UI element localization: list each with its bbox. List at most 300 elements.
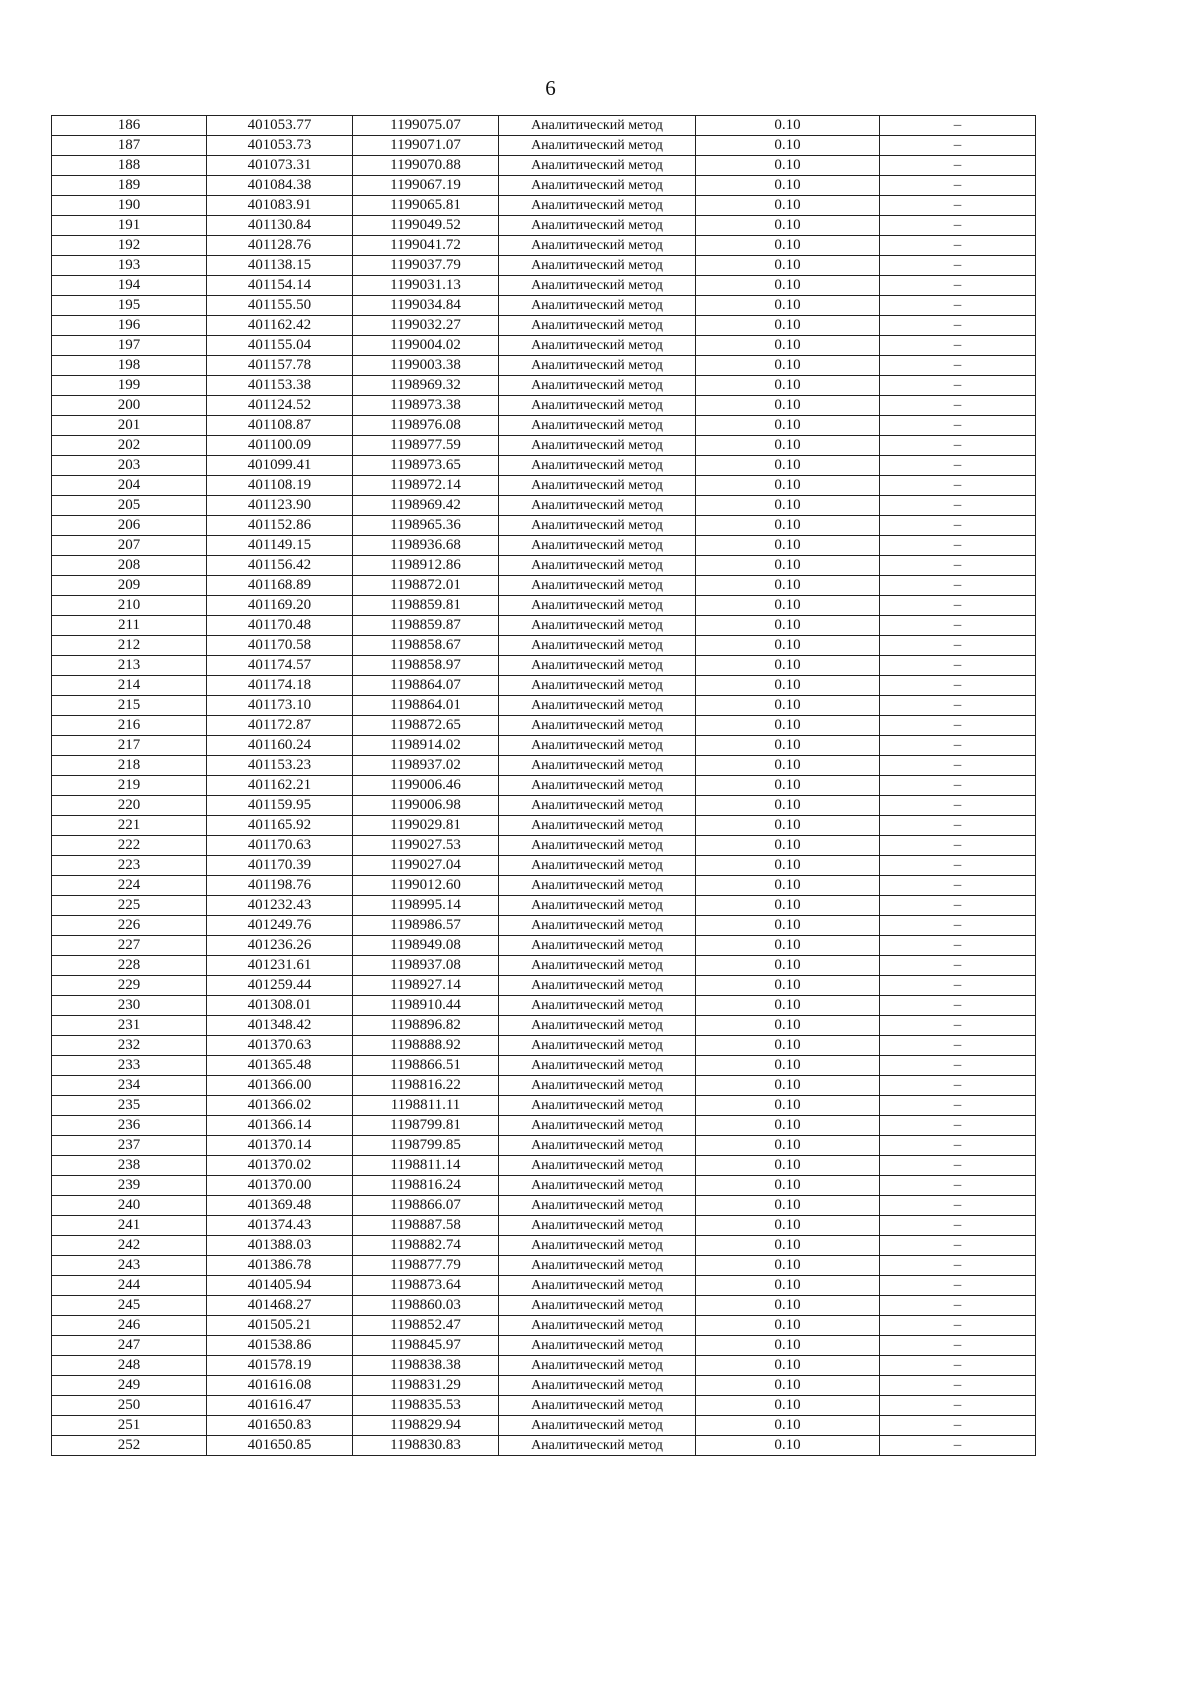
note-cell: –: [880, 416, 1036, 436]
accuracy-cell: 0.10: [696, 116, 880, 136]
point-number-cell: 200: [52, 396, 207, 416]
method-cell: Аналитический метод: [499, 476, 696, 496]
method-cell: Аналитический метод: [499, 1176, 696, 1196]
x-coordinate-cell: 401138.15: [207, 256, 353, 276]
accuracy-cell: 0.10: [696, 1236, 880, 1256]
method-cell: Аналитический метод: [499, 1296, 696, 1316]
accuracy-cell: 0.10: [696, 396, 880, 416]
x-coordinate-cell: 401152.86: [207, 516, 353, 536]
x-coordinate-cell: 401370.00: [207, 1176, 353, 1196]
note-cell: –: [880, 696, 1036, 716]
point-number-cell: 206: [52, 516, 207, 536]
method-cell: Аналитический метод: [499, 936, 696, 956]
table-row: [52, 456, 1036, 476]
x-coordinate-cell: 401149.15: [207, 536, 353, 556]
table-row: [52, 1016, 1036, 1036]
method-cell: Аналитический метод: [499, 1376, 696, 1396]
x-coordinate-cell: 401386.78: [207, 1256, 353, 1276]
accuracy-cell: 0.10: [696, 1156, 880, 1176]
note-cell: –: [880, 436, 1036, 456]
method-cell: Аналитический метод: [499, 1396, 696, 1416]
point-number-cell: 244: [52, 1276, 207, 1296]
point-number-cell: 233: [52, 1056, 207, 1076]
point-number-cell: 189: [52, 176, 207, 196]
accuracy-cell: 0.10: [696, 996, 880, 1016]
y-coordinate-cell: 1198949.08: [353, 936, 499, 956]
method-cell: Аналитический метод: [499, 1116, 696, 1136]
y-coordinate-cell: 1198799.85: [353, 1136, 499, 1156]
accuracy-cell: 0.10: [696, 1396, 880, 1416]
x-coordinate-cell: 401153.38: [207, 376, 353, 396]
point-number-cell: 188: [52, 156, 207, 176]
accuracy-cell: 0.10: [696, 1016, 880, 1036]
point-number-cell: 217: [52, 736, 207, 756]
table-row: [52, 756, 1036, 776]
x-coordinate-cell: 401405.94: [207, 1276, 353, 1296]
note-cell: –: [880, 736, 1036, 756]
method-cell: Аналитический метод: [499, 836, 696, 856]
accuracy-cell: 0.10: [696, 976, 880, 996]
point-number-cell: 249: [52, 1376, 207, 1396]
table-row: [52, 1356, 1036, 1376]
y-coordinate-cell: 1198811.14: [353, 1156, 499, 1176]
note-cell: –: [880, 196, 1036, 216]
point-number-cell: 210: [52, 596, 207, 616]
x-coordinate-cell: 401259.44: [207, 976, 353, 996]
accuracy-cell: 0.10: [696, 916, 880, 936]
table-row: [52, 1056, 1036, 1076]
note-cell: –: [880, 856, 1036, 876]
method-cell: Аналитический метод: [499, 1216, 696, 1236]
x-coordinate-cell: 401073.31: [207, 156, 353, 176]
method-cell: Аналитический метод: [499, 1276, 696, 1296]
accuracy-cell: 0.10: [696, 776, 880, 796]
x-coordinate-cell: 401128.76: [207, 236, 353, 256]
page-number: 6: [545, 76, 556, 100]
table-row: [52, 1336, 1036, 1356]
accuracy-cell: 0.10: [696, 896, 880, 916]
point-number-cell: 214: [52, 676, 207, 696]
method-cell: Аналитический метод: [499, 1076, 696, 1096]
note-cell: –: [880, 356, 1036, 376]
y-coordinate-cell: 1198852.47: [353, 1316, 499, 1336]
x-coordinate-cell: 401170.58: [207, 636, 353, 656]
x-coordinate-cell: 401170.63: [207, 836, 353, 856]
method-cell: Аналитический метод: [499, 1336, 696, 1356]
note-cell: –: [880, 1316, 1036, 1336]
point-number-cell: 218: [52, 756, 207, 776]
accuracy-cell: 0.10: [696, 476, 880, 496]
accuracy-cell: 0.10: [696, 1196, 880, 1216]
table-row: [52, 1396, 1036, 1416]
y-coordinate-cell: 1198866.07: [353, 1196, 499, 1216]
y-coordinate-cell: 1198811.11: [353, 1096, 499, 1116]
note-cell: –: [880, 1136, 1036, 1156]
accuracy-cell: 0.10: [696, 876, 880, 896]
table-row: [52, 336, 1036, 356]
y-coordinate-cell: 1198830.83: [353, 1436, 499, 1456]
accuracy-cell: 0.10: [696, 316, 880, 336]
x-coordinate-cell: 401100.09: [207, 436, 353, 456]
y-coordinate-cell: 1198896.82: [353, 1016, 499, 1036]
point-number-cell: 192: [52, 236, 207, 256]
table-row: [52, 1156, 1036, 1176]
note-cell: –: [880, 1396, 1036, 1416]
point-number-cell: 237: [52, 1136, 207, 1156]
point-number-cell: 226: [52, 916, 207, 936]
point-number-cell: 227: [52, 936, 207, 956]
point-number-cell: 193: [52, 256, 207, 276]
accuracy-cell: 0.10: [696, 436, 880, 456]
method-cell: Аналитический метод: [499, 296, 696, 316]
accuracy-cell: 0.10: [696, 336, 880, 356]
table-row: [52, 816, 1036, 836]
y-coordinate-cell: 1198965.36: [353, 516, 499, 536]
accuracy-cell: 0.10: [696, 696, 880, 716]
note-cell: –: [880, 1016, 1036, 1036]
y-coordinate-cell: 1198860.03: [353, 1296, 499, 1316]
point-number-cell: 201: [52, 416, 207, 436]
method-cell: Аналитический метод: [499, 1196, 696, 1216]
note-cell: –: [880, 296, 1036, 316]
x-coordinate-cell: 401169.20: [207, 596, 353, 616]
x-coordinate-cell: 401366.02: [207, 1096, 353, 1116]
coordinates-table: [51, 115, 1036, 1456]
x-coordinate-cell: 401155.04: [207, 336, 353, 356]
method-cell: Аналитический метод: [499, 776, 696, 796]
table-row: [52, 396, 1036, 416]
table-row: [52, 1316, 1036, 1336]
y-coordinate-cell: 1198995.14: [353, 896, 499, 916]
y-coordinate-cell: 1198910.44: [353, 996, 499, 1016]
note-cell: –: [880, 996, 1036, 1016]
accuracy-cell: 0.10: [696, 456, 880, 476]
method-cell: Аналитический метод: [499, 756, 696, 776]
point-number-cell: 187: [52, 136, 207, 156]
x-coordinate-cell: 401374.43: [207, 1216, 353, 1236]
x-coordinate-cell: 401170.48: [207, 616, 353, 636]
y-coordinate-cell: 1199037.79: [353, 256, 499, 276]
point-number-cell: 207: [52, 536, 207, 556]
accuracy-cell: 0.10: [696, 416, 880, 436]
accuracy-cell: 0.10: [696, 816, 880, 836]
x-coordinate-cell: 401366.00: [207, 1076, 353, 1096]
y-coordinate-cell: 1198888.92: [353, 1036, 499, 1056]
point-number-cell: 213: [52, 656, 207, 676]
x-coordinate-cell: 401099.41: [207, 456, 353, 476]
y-coordinate-cell: 1199012.60: [353, 876, 499, 896]
accuracy-cell: 0.10: [696, 256, 880, 276]
point-number-cell: 198: [52, 356, 207, 376]
note-cell: –: [880, 1176, 1036, 1196]
table-row: [52, 1196, 1036, 1216]
accuracy-cell: 0.10: [696, 1436, 880, 1456]
y-coordinate-cell: 1199003.38: [353, 356, 499, 376]
method-cell: Аналитический метод: [499, 856, 696, 876]
x-coordinate-cell: 401083.91: [207, 196, 353, 216]
method-cell: Аналитический метод: [499, 136, 696, 156]
table-row: [52, 1416, 1036, 1436]
accuracy-cell: 0.10: [696, 576, 880, 596]
point-number-cell: 186: [52, 116, 207, 136]
note-cell: –: [880, 1196, 1036, 1216]
x-coordinate-cell: 401578.19: [207, 1356, 353, 1376]
method-cell: Аналитический метод: [499, 176, 696, 196]
table-row: [52, 576, 1036, 596]
table-row: [52, 136, 1036, 156]
point-number-cell: 219: [52, 776, 207, 796]
table-row: [52, 356, 1036, 376]
y-coordinate-cell: 1198976.08: [353, 416, 499, 436]
y-coordinate-cell: 1198838.38: [353, 1356, 499, 1376]
x-coordinate-cell: 401162.42: [207, 316, 353, 336]
point-number-cell: 216: [52, 716, 207, 736]
x-coordinate-cell: 401160.24: [207, 736, 353, 756]
x-coordinate-cell: 401174.57: [207, 656, 353, 676]
table-row: [52, 836, 1036, 856]
accuracy-cell: 0.10: [696, 1356, 880, 1376]
point-number-cell: 202: [52, 436, 207, 456]
accuracy-cell: 0.10: [696, 496, 880, 516]
table-row: [52, 556, 1036, 576]
method-cell: Аналитический метод: [499, 1016, 696, 1036]
x-coordinate-cell: 401232.43: [207, 896, 353, 916]
accuracy-cell: 0.10: [696, 1056, 880, 1076]
accuracy-cell: 0.10: [696, 1256, 880, 1276]
y-coordinate-cell: 1198829.94: [353, 1416, 499, 1436]
y-coordinate-cell: 1198864.07: [353, 676, 499, 696]
accuracy-cell: 0.10: [696, 356, 880, 376]
table-row: [52, 276, 1036, 296]
y-coordinate-cell: 1198858.67: [353, 636, 499, 656]
accuracy-cell: 0.10: [696, 1416, 880, 1436]
accuracy-cell: 0.10: [696, 1296, 880, 1316]
note-cell: –: [880, 1376, 1036, 1396]
note-cell: –: [880, 316, 1036, 336]
method-cell: Аналитический метод: [499, 736, 696, 756]
y-coordinate-cell: 1198937.08: [353, 956, 499, 976]
table-row: [52, 916, 1036, 936]
x-coordinate-cell: 401123.90: [207, 496, 353, 516]
x-coordinate-cell: 401538.86: [207, 1336, 353, 1356]
y-coordinate-cell: 1198887.58: [353, 1216, 499, 1236]
note-cell: –: [880, 496, 1036, 516]
point-number-cell: 221: [52, 816, 207, 836]
y-coordinate-cell: 1199032.27: [353, 316, 499, 336]
table-row: [52, 676, 1036, 696]
y-coordinate-cell: 1198927.14: [353, 976, 499, 996]
x-coordinate-cell: 401231.61: [207, 956, 353, 976]
method-cell: Аналитический метод: [499, 376, 696, 396]
note-cell: –: [880, 1216, 1036, 1236]
method-cell: Аналитический метод: [499, 1316, 696, 1336]
y-coordinate-cell: 1199006.98: [353, 796, 499, 816]
table-row: [52, 656, 1036, 676]
note-cell: –: [880, 216, 1036, 236]
y-coordinate-cell: 1199004.02: [353, 336, 499, 356]
point-number-cell: 215: [52, 696, 207, 716]
accuracy-cell: 0.10: [696, 756, 880, 776]
y-coordinate-cell: 1198936.68: [353, 536, 499, 556]
x-coordinate-cell: 401366.14: [207, 1116, 353, 1136]
note-cell: –: [880, 396, 1036, 416]
x-coordinate-cell: 401468.27: [207, 1296, 353, 1316]
table-row: [52, 616, 1036, 636]
y-coordinate-cell: 1199067.19: [353, 176, 499, 196]
method-cell: Аналитический метод: [499, 196, 696, 216]
y-coordinate-cell: 1198882.74: [353, 1236, 499, 1256]
x-coordinate-cell: 401365.48: [207, 1056, 353, 1076]
table-row: [52, 636, 1036, 656]
note-cell: –: [880, 876, 1036, 896]
accuracy-cell: 0.10: [696, 1096, 880, 1116]
y-coordinate-cell: 1199031.13: [353, 276, 499, 296]
coordinates-table-body: [52, 116, 1036, 1456]
y-coordinate-cell: 1199070.88: [353, 156, 499, 176]
x-coordinate-cell: 401124.52: [207, 396, 353, 416]
table-row: [52, 856, 1036, 876]
x-coordinate-cell: 401153.23: [207, 756, 353, 776]
y-coordinate-cell: 1199049.52: [353, 216, 499, 236]
accuracy-cell: 0.10: [696, 1276, 880, 1296]
method-cell: Аналитический метод: [499, 1136, 696, 1156]
note-cell: –: [880, 1336, 1036, 1356]
table-row: [52, 1296, 1036, 1316]
table-row: [52, 1276, 1036, 1296]
method-cell: Аналитический метод: [499, 336, 696, 356]
method-cell: Аналитический метод: [499, 616, 696, 636]
y-coordinate-cell: 1199027.53: [353, 836, 499, 856]
accuracy-cell: 0.10: [696, 1376, 880, 1396]
x-coordinate-cell: 401053.77: [207, 116, 353, 136]
x-coordinate-cell: 401156.42: [207, 556, 353, 576]
method-cell: Аналитический метод: [499, 636, 696, 656]
accuracy-cell: 0.10: [696, 1176, 880, 1196]
accuracy-cell: 0.10: [696, 276, 880, 296]
table-row: [52, 896, 1036, 916]
accuracy-cell: 0.10: [696, 936, 880, 956]
note-cell: –: [880, 776, 1036, 796]
x-coordinate-cell: 401159.95: [207, 796, 353, 816]
table-row: [52, 1096, 1036, 1116]
note-cell: –: [880, 1076, 1036, 1096]
point-number-cell: 220: [52, 796, 207, 816]
method-cell: Аналитический метод: [499, 116, 696, 136]
note-cell: –: [880, 1436, 1036, 1456]
accuracy-cell: 0.10: [696, 176, 880, 196]
table-row: [52, 416, 1036, 436]
accuracy-cell: 0.10: [696, 836, 880, 856]
y-coordinate-cell: 1198864.01: [353, 696, 499, 716]
table-row: [52, 736, 1036, 756]
accuracy-cell: 0.10: [696, 1336, 880, 1356]
note-cell: –: [880, 236, 1036, 256]
method-cell: Аналитический метод: [499, 236, 696, 256]
table-row: [52, 116, 1036, 136]
method-cell: Аналитический метод: [499, 696, 696, 716]
y-coordinate-cell: 1198969.32: [353, 376, 499, 396]
x-coordinate-cell: 401165.92: [207, 816, 353, 836]
point-number-cell: 211: [52, 616, 207, 636]
note-cell: –: [880, 1416, 1036, 1436]
x-coordinate-cell: 401650.83: [207, 1416, 353, 1436]
note-cell: –: [880, 556, 1036, 576]
table-row: [52, 716, 1036, 736]
method-cell: Аналитический метод: [499, 1236, 696, 1256]
note-cell: –: [880, 636, 1036, 656]
method-cell: Аналитический метод: [499, 1056, 696, 1076]
note-cell: –: [880, 596, 1036, 616]
accuracy-cell: 0.10: [696, 156, 880, 176]
note-cell: –: [880, 336, 1036, 356]
method-cell: Аналитический метод: [499, 896, 696, 916]
x-coordinate-cell: 401616.47: [207, 1396, 353, 1416]
note-cell: –: [880, 116, 1036, 136]
method-cell: Аналитический метод: [499, 1256, 696, 1276]
point-number-cell: 197: [52, 336, 207, 356]
note-cell: –: [880, 136, 1036, 156]
y-coordinate-cell: 1199041.72: [353, 236, 499, 256]
point-number-cell: 196: [52, 316, 207, 336]
method-cell: Аналитический метод: [499, 1436, 696, 1456]
y-coordinate-cell: 1198912.86: [353, 556, 499, 576]
x-coordinate-cell: 401157.78: [207, 356, 353, 376]
accuracy-cell: 0.10: [696, 796, 880, 816]
table-row: [52, 1136, 1036, 1156]
point-number-cell: 235: [52, 1096, 207, 1116]
y-coordinate-cell: 1199071.07: [353, 136, 499, 156]
note-cell: –: [880, 656, 1036, 676]
method-cell: Аналитический метод: [499, 796, 696, 816]
method-cell: Аналитический метод: [499, 996, 696, 1016]
method-cell: Аналитический метод: [499, 1356, 696, 1376]
note-cell: –: [880, 676, 1036, 696]
note-cell: –: [880, 1156, 1036, 1176]
table-row: [52, 1256, 1036, 1276]
table-row: [52, 876, 1036, 896]
note-cell: –: [880, 376, 1036, 396]
point-number-cell: 252: [52, 1436, 207, 1456]
table-row: [52, 296, 1036, 316]
point-number-cell: 240: [52, 1196, 207, 1216]
table-row: [52, 536, 1036, 556]
method-cell: Аналитический метод: [499, 156, 696, 176]
point-number-cell: 194: [52, 276, 207, 296]
table-row: [52, 1036, 1036, 1056]
note-cell: –: [880, 936, 1036, 956]
note-cell: –: [880, 816, 1036, 836]
x-coordinate-cell: 401130.84: [207, 216, 353, 236]
table-row: [52, 996, 1036, 1016]
method-cell: Аналитический метод: [499, 976, 696, 996]
point-number-cell: 190: [52, 196, 207, 216]
table-row: [52, 256, 1036, 276]
method-cell: Аналитический метод: [499, 916, 696, 936]
method-cell: Аналитический метод: [499, 716, 696, 736]
y-coordinate-cell: 1198872.01: [353, 576, 499, 596]
note-cell: –: [880, 516, 1036, 536]
x-coordinate-cell: 401162.21: [207, 776, 353, 796]
note-cell: –: [880, 796, 1036, 816]
table-row: [52, 696, 1036, 716]
table-row: [52, 1116, 1036, 1136]
y-coordinate-cell: 1199034.84: [353, 296, 499, 316]
table-row: [52, 1076, 1036, 1096]
note-cell: –: [880, 1356, 1036, 1376]
note-cell: –: [880, 456, 1036, 476]
y-coordinate-cell: 1198866.51: [353, 1056, 499, 1076]
x-coordinate-cell: 401369.48: [207, 1196, 353, 1216]
